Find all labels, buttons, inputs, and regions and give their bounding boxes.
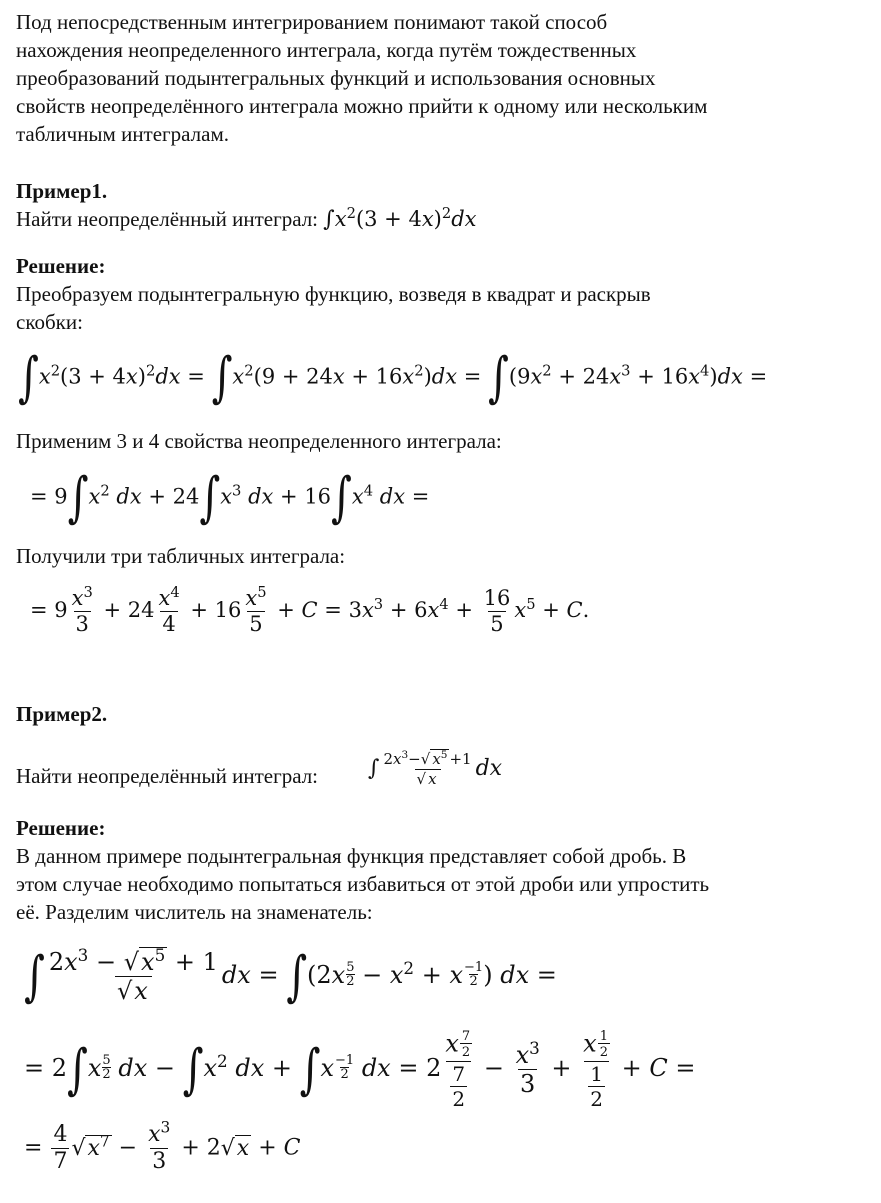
example1-title: Пример1. [16, 179, 108, 203]
example2-task-text: Найти неопределённый интеграл: [16, 764, 319, 788]
example2-task-formula: ∫ $\frac{2x^3-√ x^5 +1}{√ x}$ dx [368, 749, 503, 788]
example1-formula-2: = $9\int x^2$ dx + $24\int x^3$ dx + $16\int x^4$ dx = [30, 466, 430, 530]
example1-text1-line2: скобки: [16, 310, 83, 334]
example2-task [16, 762, 318, 790]
example1-formula-1: $\int x^2(3 + 4x)^2dx = \int x^2(9 + 24x + 16x^2)dx = \int(9x^2 + 24x^3 + 16x^4)dx$ = [18, 346, 768, 410]
intro-line-1: Под непосредственным интегрированием понимают такой способ [16, 10, 608, 34]
intro-line-4: свойств неопределённого интеграла можно прийти к одному или нескольким [16, 94, 708, 118]
example1-task [16, 205, 477, 234]
example2-text-line2: этом случае необходимо попытаться избавиться от этой дроби или упростить [16, 872, 710, 896]
example2-title: Пример2. [16, 702, 108, 726]
example2-text-line1: В данном примере подынтегральная функция представляет собой дробь. В [16, 844, 687, 868]
example2-formula-1: ∫ $\frac{2x^3 - √x^5 + 1}{√x}$ dx = ∫(2x $\frac{5}{2}$ − $x^2 + x$ $\frac{-1}{2}$ ) dx = [24, 944, 557, 1008]
example1-task-text: Найти неопределённый интеграл: [16, 207, 324, 231]
example1-solution-label: Решение: [16, 254, 106, 278]
example1-text2: Применим 3 и 4 свойства неопределенного интеграла: [16, 429, 502, 453]
example2-text-line3: её. Разделим числитель на знаменатель: [16, 900, 373, 924]
example1-text1-line1: Преобразуем подынтегральную функцию, возведя в квадрат и раскрыв [16, 282, 651, 306]
example2-formula-2: = 2∫x $\frac{5}{2}$ dx − $\int x^2$ dx + ∫x $\frac{-1}{2}$ dx = 2 x $\frac{7}{2}$ $\frac{7}{2}$ − $\frac{x^3}{3}$ + x $\frac{1}{2}$ $\frac{1}{2}$ + C = [24, 1029, 696, 1111]
example1-text3: Получили три табличных интеграла: [16, 544, 346, 568]
example1-formula-3: = 9 $\frac{x^3}{3}$ + 24 $\frac{x^4}{4}$ + 16 $\frac{x^5}{5}$ + $C = 3x^3 + 6x^4$ + $\frac{16}{5}$ $x^5 + C$. [30, 583, 590, 636]
intro-line-2: нахождения неопределенного интеграла, когда путём тождественных [16, 38, 637, 62]
example2-formula-3: = $\frac{4}{7}$ $√x^7$ − $\frac{x^3}{3}$ + 2√x + C [24, 1118, 301, 1174]
intro-line-5: табличным интегралам. [16, 122, 230, 146]
example2-solution-label: Решение: [16, 816, 106, 840]
example1-task-formula: $\int x^2(3 + 4x)^2dx$ [323, 204, 477, 232]
intro-line-3: преобразований подынтегральных функций и использования основных [16, 66, 656, 90]
